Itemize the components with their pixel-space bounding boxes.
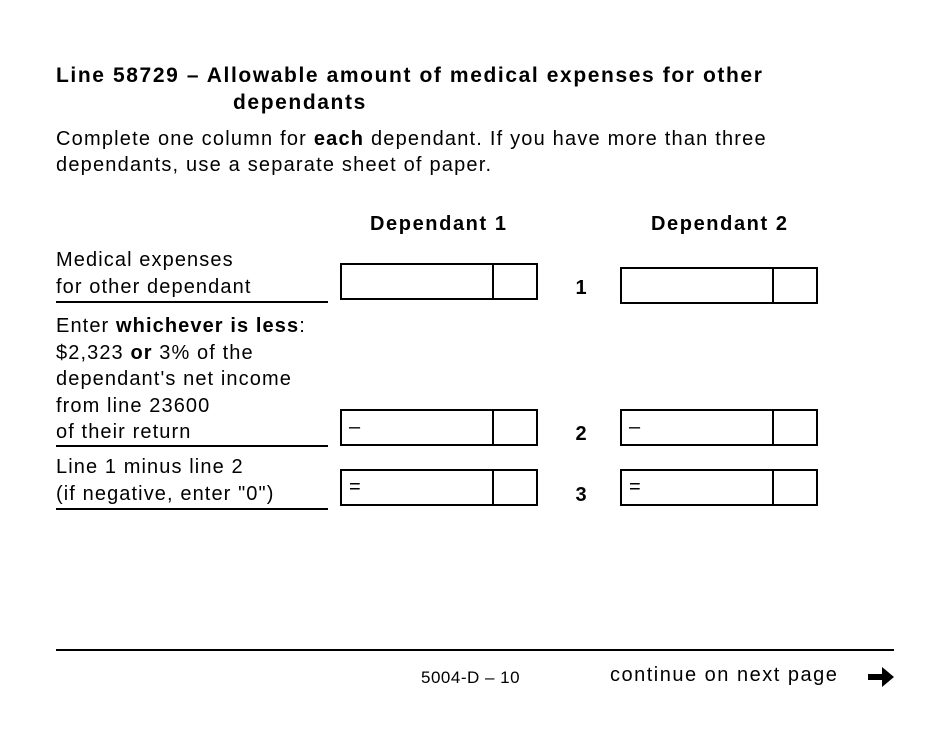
- amount-dollars[interactable]: =: [342, 471, 494, 504]
- amount-dollars[interactable]: –: [622, 411, 774, 444]
- line-1-dependant-2-field[interactable]: [620, 267, 818, 304]
- continue-text: continue on next page: [610, 664, 839, 686]
- emphasis-each: each: [313, 128, 365, 150]
- line-2-dependant-1-field[interactable]: [340, 409, 538, 446]
- row-3-label: Line 1 minus line 2 (if negative, enter "0"): [56, 454, 328, 510]
- line-2-dependant-2-field[interactable]: [620, 409, 818, 446]
- line-number-3: 3: [575, 484, 587, 506]
- line-number-2: 2: [575, 423, 587, 445]
- amount-dollars[interactable]: –: [342, 411, 494, 444]
- line-3-dependant-1-field[interactable]: [340, 469, 538, 506]
- amount-cents[interactable]: [494, 471, 536, 504]
- amount-dollars[interactable]: [342, 265, 494, 298]
- row-2-label: Enter whichever is less: $2,323 or 3% of the dependant's net income from line 23600 of their return: [56, 313, 328, 447]
- amount-cents[interactable]: [774, 269, 816, 302]
- line-1-dependant-1-field[interactable]: [340, 263, 538, 300]
- section-title-continued: dependants: [233, 91, 367, 114]
- row-1-label: Medical expenses for other dependant: [56, 247, 328, 303]
- section-title: Line 58729 – Allowable amount of medical expenses for other: [56, 64, 764, 87]
- column-header-dependant-2: Dependant 2: [651, 213, 789, 235]
- amount-cents[interactable]: [494, 411, 536, 444]
- arrow-right-icon: [866, 664, 896, 690]
- line-3-dependant-2-field[interactable]: [620, 469, 818, 506]
- footer-divider: [56, 649, 894, 651]
- amount-cents[interactable]: [494, 265, 536, 298]
- column-header-dependant-1: Dependant 1: [370, 213, 508, 235]
- page-number: 5004-D – 10: [421, 668, 521, 687]
- amount-dollars[interactable]: =: [622, 471, 774, 504]
- instructions: Complete one column for each dependant. If you have more than three dependants, use a separate sheet of paper.: [56, 128, 767, 176]
- amount-cents[interactable]: [774, 471, 816, 504]
- amount-dollars[interactable]: [622, 269, 774, 302]
- line-number-1: 1: [575, 277, 587, 299]
- amount-cents[interactable]: [774, 411, 816, 444]
